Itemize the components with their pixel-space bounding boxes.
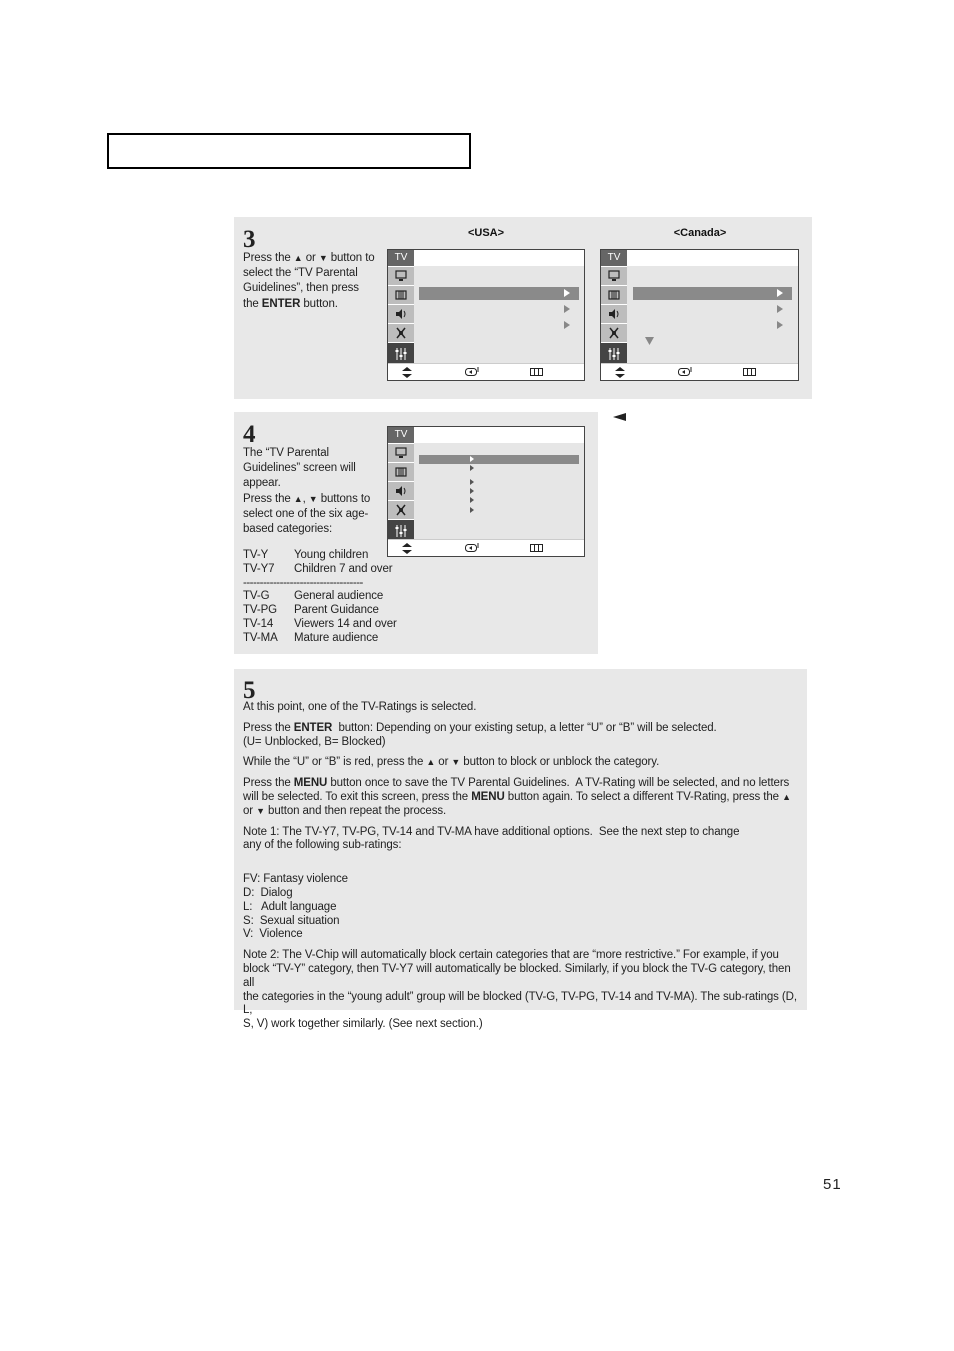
- sound-icon: [601, 285, 627, 304]
- rating-arrow-6: [470, 507, 474, 513]
- step-3-instructions: Press the ▲ or ▼ button to select the “TV Parental Guidelines”, then press the ENTER button.: [243, 252, 375, 310]
- move-icon: [615, 367, 625, 378]
- sound-icon: [388, 462, 414, 481]
- picture-icon: [388, 266, 414, 285]
- enter-icon: [465, 367, 480, 377]
- step-5-body: [243, 701, 799, 1032]
- category-row: TV-Y Young children: [243, 549, 369, 561]
- step-5-paragraph-4: Press the MENU button once to save the TV Parental Guidelines. A TV-Rating will be selected, and no letters will be selected. To exit this screen, press the MENU button again. To select a different TV-Rating, press the ▲ or ▼ button and then repeat the process.: [243, 777, 791, 817]
- sound-icon: [388, 285, 414, 304]
- usa-arrow-3: [564, 321, 570, 329]
- category-row: TV-PG Parent Guidance: [243, 604, 379, 617]
- speaker-icon: [388, 481, 414, 500]
- category-row: TV-MA Mature audience: [243, 631, 379, 644]
- antenna-icon: [388, 323, 414, 342]
- section-title-box: [107, 133, 471, 169]
- canada-label: <Canada>: [673, 227, 727, 239]
- enter-icon: [678, 367, 693, 377]
- sub-rating-item: V: Violence: [243, 928, 303, 941]
- menu-icon: [530, 543, 543, 553]
- usa-highlight-row: [419, 287, 579, 300]
- guidelines-highlight-row: [419, 455, 579, 464]
- usa-menu-screen: [387, 249, 585, 381]
- note-1: Note 1: The TV-Y7, TV-PG, TV-14 and TV-MA have additional options. See the next step to change any of the following sub-ratings:: [243, 825, 740, 852]
- move-icon: [402, 367, 412, 378]
- step-5-paragraph-3: While the “U” or “B” is red, press the ▲ or ▼ button to block or unblock the category.: [243, 756, 660, 769]
- category-divider: ------------------------------------: [243, 576, 363, 589]
- setup-icon: [388, 519, 414, 541]
- rating-arrow-4: [470, 488, 474, 494]
- enter-icon: [465, 543, 480, 553]
- tv-label: TV: [388, 250, 414, 266]
- scroll-down-icon: [645, 337, 654, 345]
- picture-icon: [601, 266, 627, 285]
- antenna-icon: [601, 323, 627, 342]
- note-2: Note 2: The V-Chip will automatically block certain categories that are “more restrictive.” For example, if you block “TV-Y” category, then TV-Y7 will automatically be blocked. Similarly, if you block the TV-G category, then all the categories in the “young adult” group will be blocked (TV-G, TV-PG, TV-14 and TV-MA). The sub-ratings (D, L, S, V) work together similarly. (See next section.): [243, 949, 797, 1031]
- canada-arrow-3: [777, 321, 783, 329]
- antenna-icon: [388, 500, 414, 519]
- canada-arrow-2: [777, 305, 783, 313]
- canada-menu-screen: [600, 249, 799, 381]
- speaker-icon: [388, 304, 414, 323]
- rating-arrow-1: [470, 456, 474, 462]
- step-4-instructions: The “TV Parental Guidelines” screen will appear. Press the ▲, ▼ buttons to select one of the six age-based categories:: [243, 447, 371, 536]
- canada-arrow-1: [777, 289, 783, 297]
- step-5-number: 5: [243, 677, 256, 704]
- tv-parental-guidelines-screen: [387, 426, 585, 557]
- page-number: 51: [823, 1176, 842, 1193]
- step-3-number: 3: [243, 226, 256, 253]
- canada-highlight-row: [633, 287, 792, 300]
- rating-arrow-5: [470, 497, 474, 503]
- usa-arrow-1: [564, 289, 570, 297]
- menu-icon: [743, 367, 756, 377]
- note-pointer-arrow-icon: [613, 413, 626, 421]
- category-row: TV-14 Viewers 14 and over: [243, 617, 397, 630]
- tv-label: TV: [601, 250, 627, 266]
- usa-arrow-2: [564, 305, 570, 313]
- sub-rating-item: D: Dialog: [243, 886, 293, 899]
- sub-rating-item: L: Adult language: [243, 900, 337, 913]
- tv-label: TV: [388, 427, 414, 443]
- usa-label: <USA>: [467, 227, 505, 239]
- rating-arrow-3: [470, 479, 474, 485]
- rating-categories-list: [243, 549, 398, 646]
- sub-ratings-list: [243, 873, 799, 942]
- move-icon: [402, 543, 412, 554]
- speaker-icon: [601, 304, 627, 323]
- menu-icon: [530, 367, 543, 377]
- category-row: TV-G General audience: [243, 590, 384, 603]
- step-5-paragraph-2: Press the ENTER button: Depending on your existing setup, a letter “U” or “B” will be selected. (U= Unblocked, B= Blocked): [243, 721, 717, 748]
- setup-icon: [601, 342, 627, 365]
- sub-rating-item: S: Sexual situation: [243, 914, 340, 927]
- sub-rating-item: FV: Fantasy violence: [243, 873, 348, 886]
- step-4-number: 4: [243, 421, 256, 448]
- picture-icon: [388, 443, 414, 462]
- rating-arrow-2: [470, 465, 474, 471]
- step-5-paragraph-1: At this point, one of the TV-Ratings is selected.: [243, 701, 477, 713]
- setup-icon: [388, 342, 414, 365]
- category-row: TV-Y7 Children 7 and over: [243, 562, 393, 575]
